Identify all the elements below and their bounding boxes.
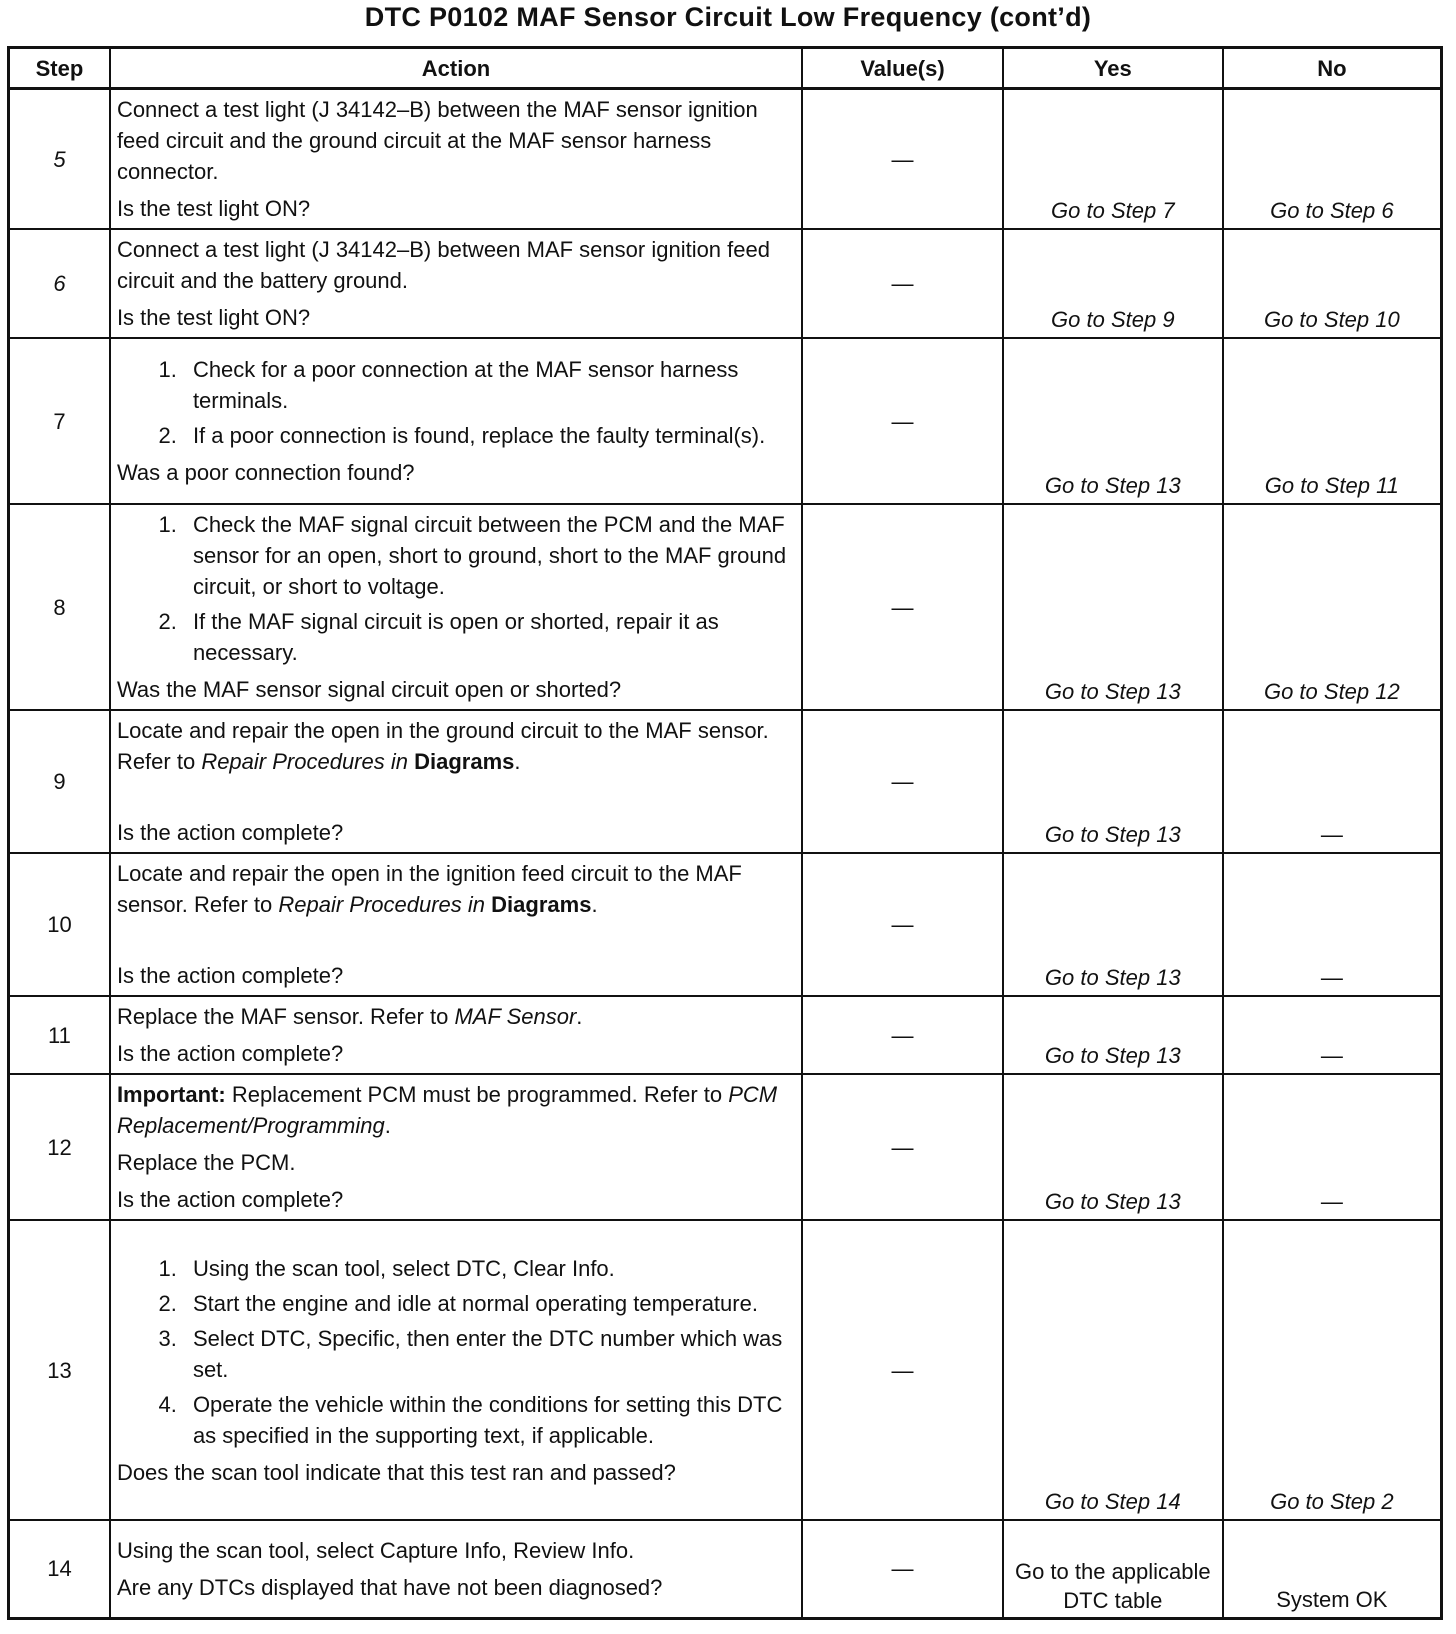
important-note: Important: Replacement PCM must be programmed. Refer to PCM Replacement/Programming. (116, 1082, 778, 1138)
step-number: 7 (9, 338, 110, 504)
table-row (9, 229, 1442, 338)
action-text: Using the scan tool, select Capture Info, Review Info. (116, 1537, 635, 1563)
header-step: Step (9, 48, 110, 89)
action-question: Is the action complete? (116, 1041, 344, 1066)
list-item: 2. Start the engine and idle at normal operating temperature. (183, 1288, 791, 1319)
value-cell: — (802, 1074, 1003, 1220)
action-text: Locate and repair the open in the ground circuit to the MAF sensor. Refer to Repair Procedures in Diagrams. (116, 718, 769, 774)
list-item: 1. Check the MAF signal circuit between the PCM and the MAF sensor for an open, short to ground, short to the MAF ground circuit, or short to voltage. (183, 509, 791, 602)
list-item: 1. Using the scan tool, select DTC, Clear Info. (183, 1253, 791, 1284)
header-no: No (1223, 48, 1442, 89)
table-row (9, 996, 1442, 1074)
action-cell (110, 1220, 802, 1520)
action-question: Is the action complete? (116, 820, 344, 845)
action-cell (110, 229, 802, 338)
list-item: 1. Check for a poor connection at the MAF sensor harness terminals. (183, 354, 791, 416)
step-number: 12 (9, 1074, 110, 1220)
value-cell: — (802, 338, 1003, 504)
yes-cell: Go to Step 13 (1003, 338, 1223, 504)
action-text: Replace the PCM. (116, 1150, 296, 1175)
list-item: 3. Select DTC, Specific, then enter the DTC number which was set. (183, 1323, 791, 1385)
table-row (9, 1520, 1442, 1618)
value-cell: — (802, 229, 1003, 338)
action-text: Connect a test light (J 34142–B) between MAF sensor ignition feed circuit and the battery ground. (116, 237, 770, 293)
no-cell: Go to Step 2 (1223, 1220, 1442, 1520)
action-list (117, 354, 791, 451)
yes-cell: Go to Step 13 (1003, 996, 1223, 1074)
yes-cell: Go to Step 7 (1003, 89, 1223, 230)
table-row (9, 853, 1442, 996)
no-cell: — (1223, 1074, 1442, 1220)
no-cell: Go to Step 12 (1223, 504, 1442, 710)
table-row (9, 504, 1442, 710)
table-row (9, 1074, 1442, 1220)
page-title: DTC P0102 MAF Sensor Circuit Low Frequency (cont’d) (364, 2, 1092, 32)
action-question: Does the scan tool indicate that this test ran and passed? (116, 1459, 676, 1485)
yes-cell: Go to Step 13 (1003, 504, 1223, 710)
list-item: 4. Operate the vehicle within the conditions for setting this DTC as specified in the supporting text, if applicable. (183, 1389, 791, 1451)
action-question: Is the test light ON? (116, 305, 311, 330)
action-cell (110, 996, 802, 1074)
action-text: Locate and repair the open in the ignition feed circuit to the MAF sensor. Refer to Repair Procedures in Diagrams. (116, 861, 742, 917)
action-cell (110, 89, 802, 230)
diagnostic-table (7, 46, 1443, 1620)
list-item: 2. If a poor connection is found, replace the faulty terminal(s). (183, 420, 791, 451)
no-cell: — (1223, 996, 1442, 1074)
yes-cell: Go to Step 9 (1003, 229, 1223, 338)
action-text: Connect a test light (J 34142–B) between the MAF sensor ignition feed circuit and the ground circuit at the MAF sensor harness connector. (116, 97, 758, 184)
value-cell: — (802, 1220, 1003, 1520)
action-text: Replace the MAF sensor. Refer to MAF Sensor. (116, 1004, 583, 1029)
yes-cell: Go to Step 14 (1003, 1220, 1223, 1520)
value-cell: — (802, 89, 1003, 230)
step-number: 8 (9, 504, 110, 710)
step-number: 13 (9, 1220, 110, 1520)
action-cell (110, 504, 802, 710)
action-question: Is the test light ON? (116, 196, 311, 221)
no-cell: Go to Step 11 (1223, 338, 1442, 504)
value-cell: — (802, 853, 1003, 996)
no-cell: Go to Step 10 (1223, 229, 1442, 338)
no-cell: System OK (1223, 1520, 1442, 1618)
table-row (9, 1220, 1442, 1520)
action-question: Are any DTCs displayed that have not been diagnosed? (116, 1574, 663, 1600)
no-cell: — (1223, 853, 1442, 996)
table-header-row (9, 48, 1442, 89)
value-cell: — (802, 996, 1003, 1074)
action-cell (110, 338, 802, 504)
action-cell (110, 1520, 802, 1618)
action-list (117, 509, 791, 668)
action-cell (110, 710, 802, 853)
step-number: 9 (9, 710, 110, 853)
yes-cell: Go to the applicable DTC table (1003, 1520, 1223, 1618)
action-question: Was a poor connection found? (116, 460, 415, 485)
table-row (9, 89, 1442, 230)
yes-cell: Go to Step 13 (1003, 853, 1223, 996)
action-list (117, 1253, 791, 1451)
value-cell: — (802, 710, 1003, 853)
value-cell: — (802, 504, 1003, 710)
step-number: 5 (9, 89, 110, 230)
header-values: Value(s) (802, 48, 1003, 89)
header-yes: Yes (1003, 48, 1223, 89)
step-number: 14 (9, 1520, 110, 1618)
yes-cell: Go to Step 13 (1003, 710, 1223, 853)
action-cell (110, 853, 802, 996)
action-question: Was the MAF sensor signal circuit open or shorted? (116, 677, 622, 702)
step-number: 6 (9, 229, 110, 338)
value-cell: — (802, 1520, 1003, 1618)
step-number: 11 (9, 996, 110, 1074)
table-row (9, 338, 1442, 504)
action-cell (110, 1074, 802, 1220)
header-action: Action (110, 48, 802, 89)
step-number: 10 (9, 853, 110, 996)
action-question: Is the action complete? (116, 1187, 344, 1212)
no-cell: Go to Step 6 (1223, 89, 1442, 230)
action-question: Is the action complete? (116, 963, 344, 988)
table-row (9, 710, 1442, 853)
yes-cell: Go to Step 13 (1003, 1074, 1223, 1220)
list-item: 2. If the MAF signal circuit is open or shorted, repair it as necessary. (183, 606, 791, 668)
no-cell: — (1223, 710, 1442, 853)
